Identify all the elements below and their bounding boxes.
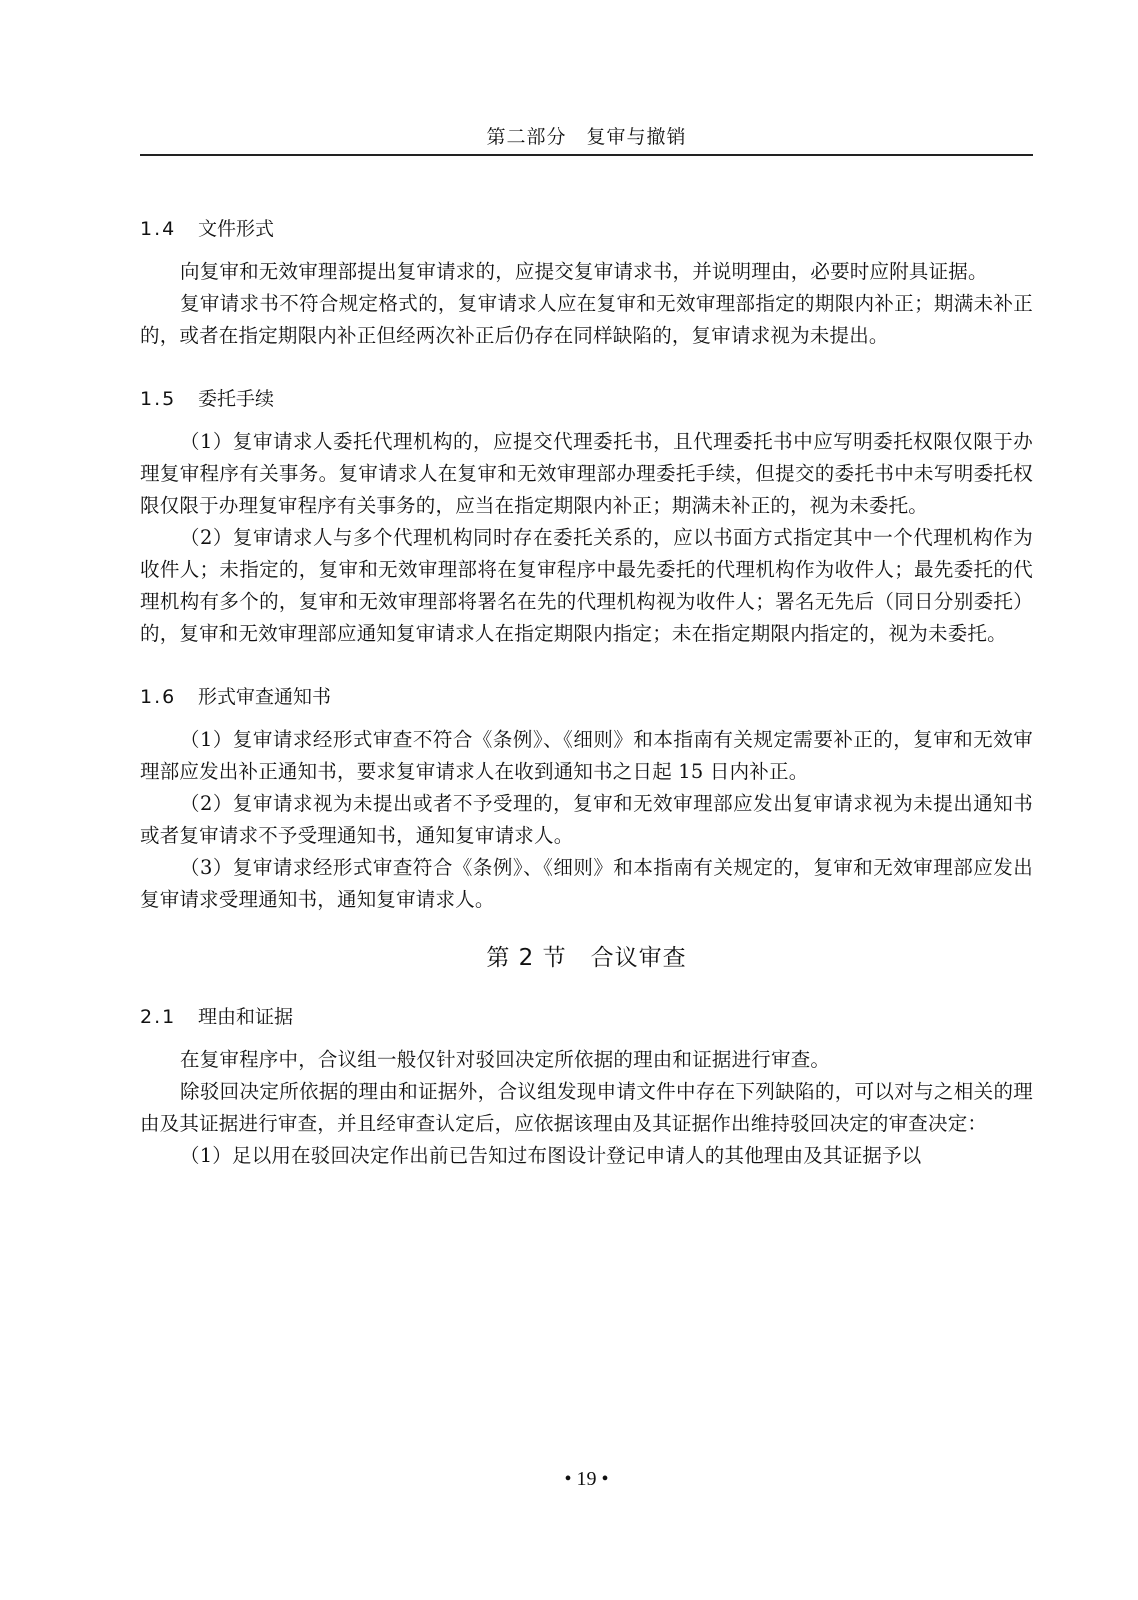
section-title: 文件形式	[198, 218, 275, 240]
running-header: 第二部分 复审与撤销	[486, 126, 687, 148]
paragraph: （1）复审请求经形式审查不符合《条例》、《细则》和本指南有关规定需要补正的，复审和无效审理部应发出补正通知书，要求复审请求人在收到通知书之日起 15 日内补正。	[140, 728, 1033, 783]
paragraph: 向复审和无效审理部提出复审请求的，应提交复审请求书，并说明理由，必要时应附具证据。	[180, 260, 988, 283]
section-heading-1-5	[140, 382, 1033, 416]
section-title: 理由和证据	[198, 1006, 294, 1028]
section-number: 2.1	[140, 1006, 177, 1028]
chapter-title: 合议审查	[590, 945, 687, 971]
paragraph: （2）复审请求视为未提出或者不予受理的，复审和无效审理部应发出复审请求视为未提出通知书或者复审请求不予受理通知书，通知复审请求人。	[140, 792, 1033, 847]
paragraph: （3）复审请求经形式审查符合《条例》、《细则》和本指南有关规定的，复审和无效审理部应发出复审请求受理通知书，通知复审请求人。	[140, 856, 1033, 911]
page-content	[140, 212, 1033, 1172]
section-heading-1-6	[140, 680, 1033, 714]
paragraph: 除驳回决定所依据的理由和证据外，合议组发现申请文件中存在下列缺陷的，可以对与之相关的理由及其证据进行审查，并且经审查认定后，应依据该理由及其证据作出维持驳回决定的审查决定：	[140, 1080, 1033, 1135]
section-heading-2-1	[140, 1000, 1033, 1034]
paragraph: （2）复审请求人与多个代理机构同时存在委托关系的，应以书面方式指定其中一个代理机构作为收件人；未指定的，复审和无效审理部将在复审程序中最先委托的代理机构作为收件人；最先委托的代理机构有多个的，复审和无效审理部将署名在先的代理机构视为收件人；署名无先后（同日分别委托）的，复审和无效审理部应通知复审请求人在指定期限内指定；未在指定期限内指定的，视为未委托。	[140, 526, 1033, 645]
section-title: 形式审查通知书	[198, 686, 332, 708]
section-title: 委托手续	[198, 388, 275, 410]
chapter-number: 第 2 节	[486, 945, 567, 971]
paragraph: 在复审程序中，合议组一般仅针对驳回决定所依据的理由和证据进行审查。	[180, 1048, 831, 1071]
paragraph: （1）足以用在驳回决定作出前已告知过布图设计登记申请人的其他理由及其证据予以	[180, 1144, 922, 1167]
paragraph: （1）复审请求人委托代理机构的，应提交代理委托书，且代理委托书中应写明委托权限仅限于办理复审程序有关事务。复审请求人在复审和无效审理部办理委托手续，但提交的委托书中未写明委托权限仅限于办理复审程序有关事务的，应当在指定期限内补正；期满未补正的，视为未委托。	[140, 430, 1033, 517]
chapter-heading	[140, 938, 1033, 978]
section-number: 1.6	[140, 686, 177, 708]
header-rule	[140, 154, 1033, 156]
section-number: 1.4	[140, 218, 177, 240]
section-heading-1-4	[140, 212, 1033, 246]
section-number: 1.5	[140, 388, 177, 410]
page-number: • 19 •	[564, 1468, 609, 1490]
paragraph: 复审请求书不符合规定格式的，复审请求人应在复审和无效审理部指定的期限内补正；期满未补正的，或者在指定期限内补正但经两次补正后仍存在同样缺陷的，复审请求视为未提出。	[140, 292, 1033, 347]
